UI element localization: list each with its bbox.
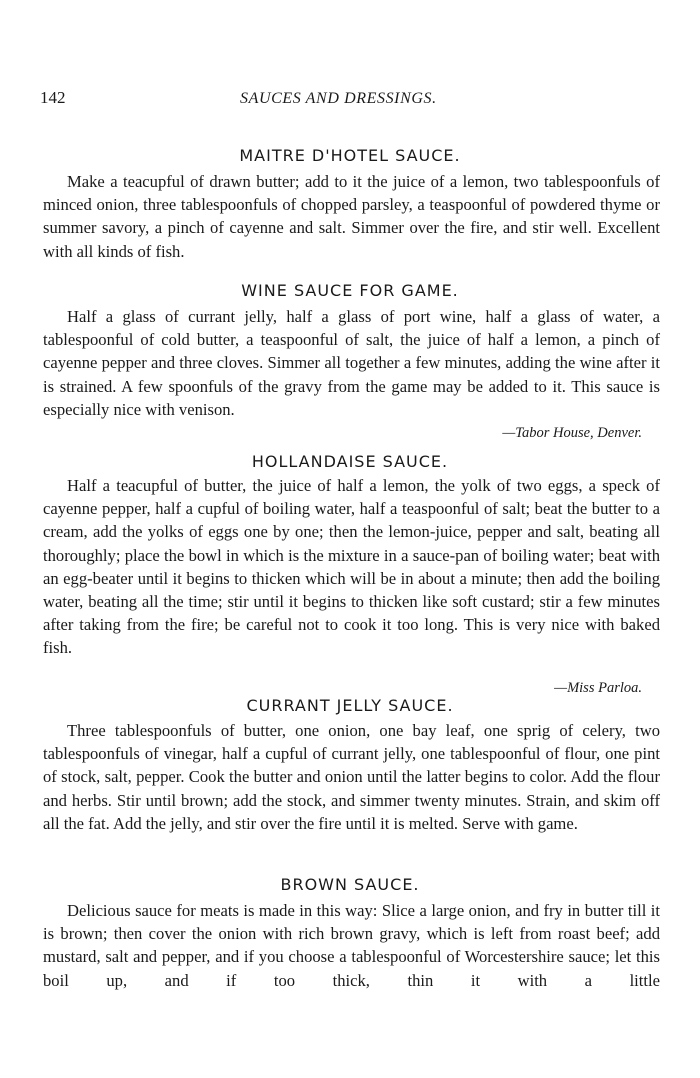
- section-title-hollandaise: HOLLANDAISE SAUCE.: [251, 452, 449, 471]
- section-body-brown-sauce: Delicious sauce for meats is made in this way: Slice a large onion, and fry in butter till it is brown; then cover the onion with rich brown gravy, which is left from roast beef; add mustard, salt and pepper, and if you choose a tablespoonful of Worcestershire sauce; let this boil up, and if too thick, thin it with a little: [43, 901, 660, 990]
- page-header: [40, 88, 660, 114]
- section-body-wine-sauce: Half a glass of currant jelly, half a glass of port wine, half a glass of water, a tablespoonful of cold butter, a teaspoonful of salt, the juice of half a lemon, a pinch of cayenne pepper and three cloves. Simmer all together a few minutes, adding the wine after it is strained. A few spoonfuls of the gravy from the game may be added to it. This sauce is especially nice with venison.: [43, 307, 660, 419]
- section-body-currant-jelly: Three tablespoonfuls of butter, one onion, one bay leaf, one sprig of celery, two tablespoonfuls of vinegar, half a cupful of currant jelly, one tablespoonful of flour, one pint of stock, salt, pepper. Cook the butter and onion until the latter begins to color. Add the flour and herbs. Stir until brown; add the stock, and simmer twenty minutes. Strain, and skim off all the fat. Add the jelly, and stir over the fire until it is melted. Serve with game.: [43, 721, 660, 833]
- section-title-maitre-dhotel: MAITRE D'HOTEL SAUCE.: [239, 146, 461, 165]
- section-title-brown-sauce: BROWN SAUCE.: [280, 875, 420, 894]
- section-title-wine-sauce: WINE SAUCE FOR GAME.: [241, 281, 459, 300]
- section-body-hollandaise: Half a teacupful of butter, the juice of half a lemon, the yolk of two eggs, a speck of cayenne pepper, half a cupful of boiling water, half a teaspoonful of salt; beat the butter to a cream, add the yolks of eggs one by one; then the lemon-juice, pepper and salt, beating all thoroughly; place the bowl in which is the mixture in a sauce-pan of boiling water; beat with an egg-beater until it begins to thicken which will be in about a minute; then add the boiling water, beating all the time; stir until it begins to thicken like soft custard; stir a few minutes after taking from the fire; be careful not to cook it too long. This is very nice with baked fish.: [43, 476, 660, 658]
- section-title-currant-jelly: CURRANT JELLY SAUCE.: [246, 696, 454, 715]
- attribution-miss-parloa: —Miss Parloa.: [554, 680, 642, 696]
- section-body-maitre-dhotel: Make a teacupful of drawn butter; add to it the juice of a lemon, two tablespoonfuls of minced onion, three tablespoonfuls of chopped parsley, a teaspoonful of powdered thyme or summer savory, a pinch of cayenne and salt. Simmer over the fire, and stir well. Excellent with all kinds of fish.: [43, 172, 660, 261]
- running-title: SAUCES AND DRESSINGS.: [240, 90, 437, 107]
- page-number: 142: [40, 88, 66, 107]
- attribution-tabor-house: —Tabor House, Denver.: [502, 425, 642, 441]
